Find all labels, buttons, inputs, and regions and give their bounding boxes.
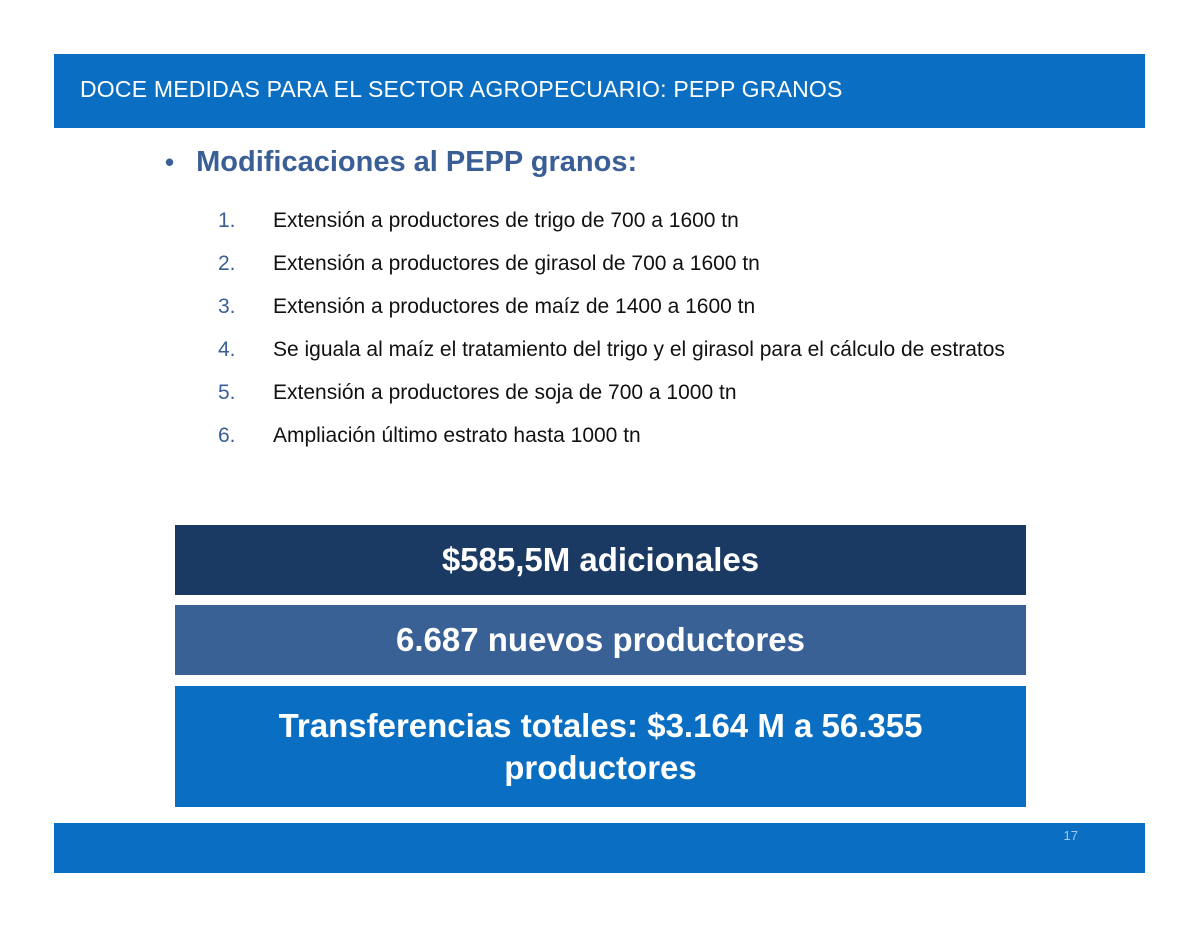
list-item-number: 5. xyxy=(218,381,236,404)
additional-funds-box xyxy=(175,525,1026,595)
list-item xyxy=(218,379,1038,406)
total-transfers-text: Transferencias totales: $3.164 M a 56.355 productores xyxy=(278,706,923,786)
slide-title: DOCE MEDIDAS PARA EL SECTOR AGROPECUARIO: PEPP GRANOS xyxy=(80,76,843,102)
list-item-number: 1. xyxy=(218,209,236,232)
bullet-icon: • xyxy=(165,147,175,177)
list-item-text: Extensión a productores de girasol de 700 a 1600 tn xyxy=(273,252,760,275)
list-item xyxy=(218,336,1038,363)
list-item xyxy=(218,422,1038,449)
header-bar xyxy=(54,54,1145,128)
section-heading-text: Modificaciones al PEPP granos: xyxy=(196,146,638,178)
list-item-text: Extensión a productores de trigo de 700 a 1600 tn xyxy=(273,209,739,232)
page-number: 17 xyxy=(1063,828,1078,843)
section-heading xyxy=(165,146,637,179)
list-item-number: 2. xyxy=(218,252,236,275)
list-item-text: Extensión a productores de soja de 700 a 1000 tn xyxy=(273,381,737,404)
list-item-text: Ampliación último estrato hasta 1000 tn xyxy=(273,424,641,447)
footer-bar xyxy=(54,823,1145,873)
new-producers-text: 6.687 nuevos productores xyxy=(396,621,805,658)
list-item xyxy=(218,250,1038,277)
list-item-number: 3. xyxy=(218,295,236,318)
list-item-number: 4. xyxy=(218,338,236,361)
measures-list xyxy=(218,207,1038,465)
list-item-text: Extensión a productores de maíz de 1400 a 1600 tn xyxy=(273,295,756,318)
list-item xyxy=(218,293,1038,320)
list-item-text: Se iguala al maíz el tratamiento del trigo y el girasol para el cálculo de estratos xyxy=(273,338,1005,361)
list-item-number: 6. xyxy=(218,424,236,447)
total-transfers-box xyxy=(175,686,1026,807)
list-item xyxy=(218,207,1038,234)
additional-funds-text: $585,5M adicionales xyxy=(441,541,760,578)
new-producers-box xyxy=(175,605,1026,675)
